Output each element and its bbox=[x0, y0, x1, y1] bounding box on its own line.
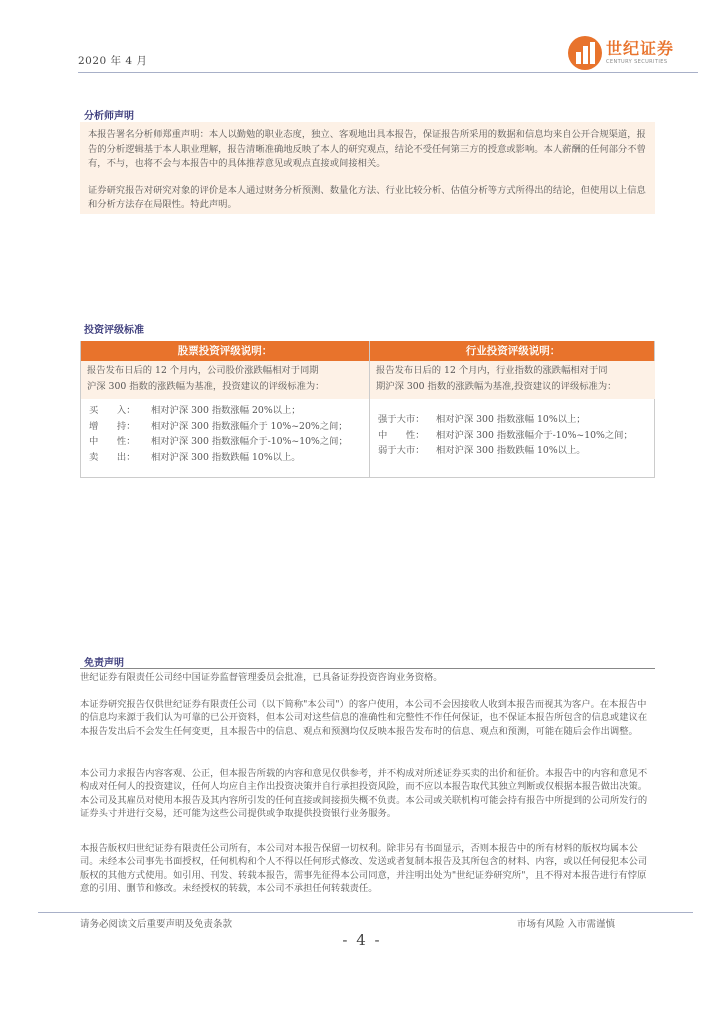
company-logo bbox=[568, 36, 674, 70]
rating-text: 相对沪深 300 指数涨幅 20%以上； bbox=[151, 405, 301, 416]
header-divider bbox=[78, 72, 698, 73]
analyst-statement-box bbox=[80, 122, 655, 214]
analyst-statement-para2: 证券研究报告对研究对象的评价是本人通过财务分析预测、数量化方法、行业比较分析、估值分析等方式所得出的结论，但使用以上信息和分析方法存在局限性。特此声明。 bbox=[88, 184, 646, 211]
rating-text: 相对沪深 300 指数涨幅介于-10%~10%之间； bbox=[436, 429, 633, 441]
logo-icon bbox=[568, 36, 602, 70]
rating-label: 增 持： bbox=[89, 420, 136, 432]
industry-rating-header: 行业投资评级说明： bbox=[465, 345, 561, 357]
rating-table bbox=[80, 341, 655, 478]
rating-label: 弱于大市： bbox=[378, 445, 425, 456]
industry-rating-description bbox=[370, 361, 655, 399]
industry-rating-list bbox=[378, 412, 633, 459]
stock-rating-header: 股票投资评级说明： bbox=[177, 345, 273, 357]
rating-table-header bbox=[81, 341, 654, 361]
disclaimer-para2: 本证券研究报告仅供世纪证券有限责任公司（以下简称"本公司"）的客户使用，本公司不会因接收人收到本报告而视其为客户。在本报告中的信息均来源于我们认为可靠的已公开资料，但本公司对这些信息的准确性和完整性不作任何保证，也不保证本报告所包含的信息或建议在本报告发出后不会发生任何变更，且本报告中的信息、观点和预测均仅反映本报告发布时的信息、观点和预测，可能在随后会作出调整。 bbox=[80, 699, 648, 737]
disclaimer-para3: 本公司力求报告内容客观、公正，但本报告所载的内容和意见仅供参考，并不构成对所述证券买卖的出价和征价。本报告中的内容和意见不构成对任何人的投资建议，任何人均应自主作出投资决策并自行承担投资风险，而不应以本报告取代其独立判断或仅根据本报告做出决策。本公司及其雇员对使用本报告及其内容所引发的任何直接或间接损失概不负责。本公司或关联机构可能会持有报告中所提到的公司所发行的证券头寸并进行交易，还可能为这些公司提供或争取提供投资银行业务服务。 bbox=[80, 768, 648, 820]
page-number: - 4 - bbox=[342, 931, 382, 949]
rating-label: 中 性： bbox=[378, 429, 425, 441]
industry-desc-line2: 期沪深 300 指数的涨跌幅为基准,投资建议的评级标准为： bbox=[376, 381, 617, 392]
rating-label: 强于大市： bbox=[378, 414, 425, 425]
footer-notice: 请务必阅读文后重要声明及免责条款 bbox=[80, 919, 233, 930]
analyst-statement-title: 分析师声明 bbox=[84, 111, 134, 122]
rating-text: 相对沪深 300 指数跌幅 10%以上。 bbox=[436, 445, 586, 456]
stock-rating-row bbox=[89, 419, 348, 435]
industry-desc-line1: 报告发布日后的 12 个月内，行业指数的涨跌幅相对于同 bbox=[376, 365, 608, 376]
stock-rating-row bbox=[89, 403, 348, 419]
rating-label: 中 性： bbox=[89, 436, 136, 447]
stock-rating-description bbox=[81, 361, 369, 399]
stock-rating-list bbox=[89, 403, 348, 465]
analyst-statement-para1: 本报告署名分析师郑重声明：本人以勤勉的职业态度，独立、客观地出具本报告，保证报告所采用的数据和信息均来自公开合规渠道，报告的分析逻辑基于本人职业理解，报告清晰准确地反映了本人的研究观点，结论不受任何第三方的授意或影响。本人薪酬的任何部分不曾有，不与，也将不会与本报告中的具体推荐意见或观点直接或间接相关。 bbox=[88, 129, 646, 170]
rating-label: 买 入： bbox=[89, 405, 136, 416]
disclaimer-title: 免责声明 bbox=[84, 658, 124, 669]
report-date: 2020 年 4 月 bbox=[78, 55, 148, 67]
disclaimer-para4: 本报告版权归世纪证券有限责任公司所有，本公司对本报告保留一切权利。除非另有书面显示，否则本报告中的所有材料的版权均属本公司。未经本公司事先书面授权，任何机构和个人不得以任何形式修改、发送或者复制本报告及其所包含的材料、内容，或以任何侵犯本公司版权的其他方式使用。如引用、刊发、转载本报告，需事先征得本公司同意，并注明出处为"世纪证券研究所"，且不得对本报告进行有悖原意的引用、删节和修改。未经授权的转载，本公司不承担任何转载责任。 bbox=[80, 843, 648, 895]
footer-divider bbox=[38, 912, 693, 913]
stock-rating-row bbox=[89, 450, 348, 466]
stock-desc-line1: 报告发布日后的 12 个月内，公司股价涨跌幅相对于同期 bbox=[87, 365, 319, 376]
stock-rating-row bbox=[89, 434, 348, 450]
footer-risk-warning: 市场有风险 入市需谨慎 bbox=[517, 919, 616, 930]
industry-rating-row bbox=[378, 428, 633, 444]
logo-name-en: CENTURY SECURITIES bbox=[606, 59, 668, 65]
rating-text: 相对沪深 300 指数跌幅 10%以上。 bbox=[151, 451, 301, 463]
disclaimer-para1: 世纪证券有限责任公司经中国证券监督管理委员会批准，已具备证券投资咨询业务资格。 bbox=[80, 672, 443, 683]
rating-standard-title: 投资评级标准 bbox=[84, 325, 144, 336]
industry-rating-row bbox=[378, 412, 633, 428]
rating-text: 相对沪深 300 指数涨幅 10%以上； bbox=[436, 414, 586, 425]
logo-name-cn: 世纪证券 bbox=[606, 39, 675, 58]
rating-text: 相对沪深 300 指数涨幅介于-10%~10%之间； bbox=[151, 436, 348, 447]
disclaimer-divider bbox=[80, 668, 655, 669]
stock-desc-line2: 沪深 300 指数的涨跌幅为基准，投资建议的评级标准为： bbox=[87, 381, 325, 392]
industry-rating-row bbox=[378, 443, 633, 459]
rating-text: 相对沪深 300 指数涨幅介于 10%~20%之间； bbox=[151, 420, 348, 432]
rating-label: 卖 出： bbox=[89, 451, 136, 463]
